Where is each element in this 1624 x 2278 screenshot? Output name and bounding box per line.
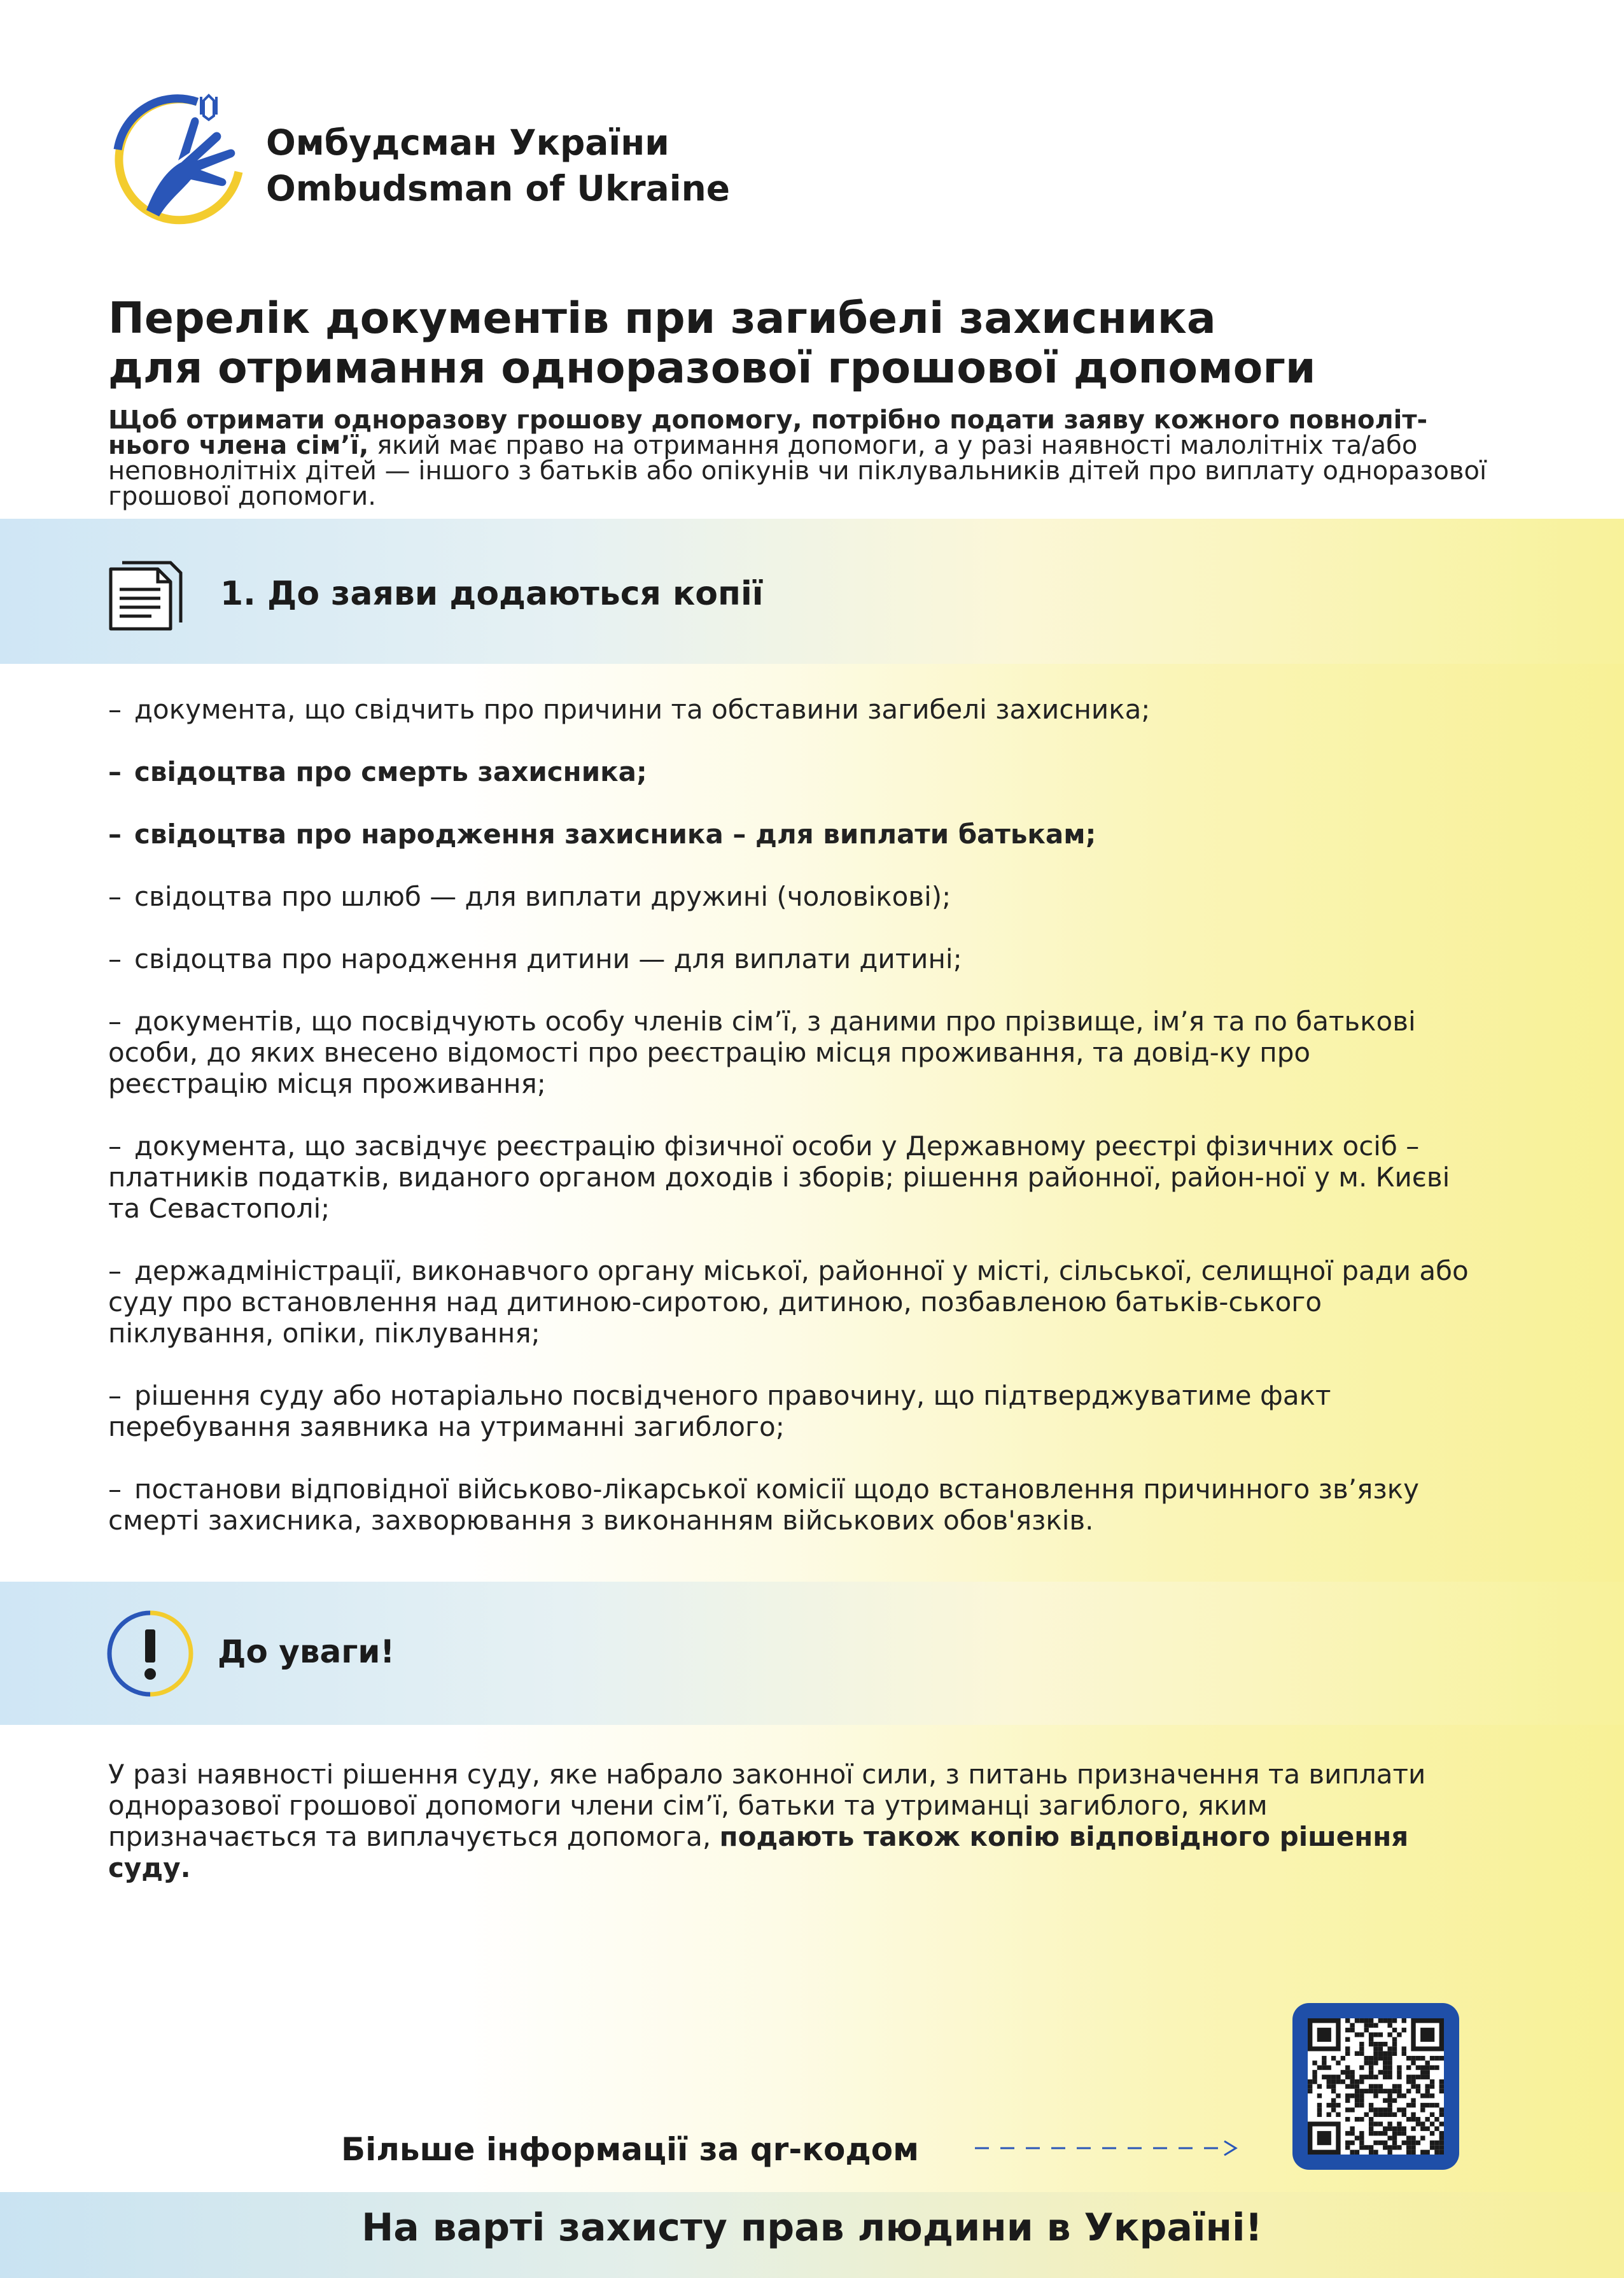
list-item-text: постанови відповідної військово-лікарської комісії щодо встановлення причинного зв’язку смерті захисника, захворювання з виконанням військових обов'язків. xyxy=(108,1473,1419,1536)
list-dash: – xyxy=(108,1380,122,1411)
list-item xyxy=(108,1130,1476,1224)
list-dash: – xyxy=(108,1006,122,1037)
list-item xyxy=(108,1473,1476,1536)
attention-title: До уваги! xyxy=(218,1633,395,1670)
logo-name-en: Ombudsman of Ukraine xyxy=(266,168,731,209)
list-item-text: держадміністрації, виконавчого органу міської, районної у місті, сільської, селищної ради або суду про встановлення над дитиною-сиротою, дитиною, позбавленою батьків-ського піклування, опіки, піклування; xyxy=(108,1255,1469,1349)
list-item xyxy=(108,1006,1476,1099)
list-item-text: рішення суду або нотаріально посвідченого правочину, що підтверджуватиме факт перебування заявника на утриманні загиблого; xyxy=(108,1380,1331,1442)
list-item-text: свідоцтва про смерть захисника; xyxy=(134,756,647,787)
list-dash: – xyxy=(108,694,122,725)
logo-name-uk: Омбудсман України xyxy=(266,122,669,163)
qr-code-icon xyxy=(1308,2018,1444,2155)
list-item-text: документа, що свідчить про причини та обставини загибелі захисника; xyxy=(134,694,1151,725)
more-info-text: Більше інформації за qr-кодом xyxy=(341,2131,919,2168)
list-dash: – xyxy=(108,1130,122,1162)
intro-normal: який має право на отримання допомоги, а у разі наявності малолітніх та/або неповнолітніх дітей — іншого з батьків або опікунів чи піклувальників дітей про виплату одноразової грошової допомоги. xyxy=(108,431,1487,511)
list-item xyxy=(108,1255,1476,1349)
slogan: На варті захисту прав людини в Україні! xyxy=(361,2205,1263,2250)
page-title xyxy=(108,294,1540,393)
logo-text xyxy=(266,120,730,211)
list-item-text: свідоцтва про народження дитини — для виплати дитині; xyxy=(134,943,962,974)
exclamation-icon xyxy=(107,1610,193,1697)
list-item xyxy=(108,1380,1476,1442)
attention-paragraph xyxy=(108,1759,1432,1883)
list-item-text: свідоцтва про народження захисника – для виплати батькам; xyxy=(134,819,1096,850)
list-item-text: документа, що засвідчує реєстрацію фізичної особи у Державному реєстрі фізичних осіб – платників податків, виданого органом доходів і зборів; рішення районної, район-ної у м. Києві та Севастополі; xyxy=(108,1130,1450,1224)
hand-trident-logo-icon xyxy=(108,89,248,236)
list-item-text: документів, що посвідчують особу членів сім’ї, з даними про прізвище, ім’я та по батькові особи, до яких внесено відомості про реєстрацію місця проживання, та довід-ку про реєстрацію місця проживання; xyxy=(108,1006,1416,1099)
list-dash: – xyxy=(108,1473,122,1505)
list-item xyxy=(108,943,1476,974)
page-title-line2: для отримання одноразової грошової допомоги xyxy=(108,343,1316,393)
list-dash: – xyxy=(108,756,122,787)
list-item xyxy=(108,881,1476,912)
list-dash: – xyxy=(108,819,122,850)
intro-bold: Щоб отримати одноразову грошову допомогу, потрібно подати заяву кожного повноліт- нього члена сім’ї, xyxy=(108,405,1428,460)
attention-text-normal: У разі наявності рішення суду, яке набрало законної сили, з питань призначення та виплати одноразової грошової допомоги члени сім’ї, батьки та утриманці загиблого, яким призначається та виплачується допомога, xyxy=(108,1759,1426,1852)
intro-paragraph xyxy=(108,407,1489,509)
qr-code-button[interactable] xyxy=(1292,2003,1459,2170)
list-dash: – xyxy=(108,1255,122,1286)
document-copies-icon xyxy=(107,559,185,632)
documents-list xyxy=(108,694,1476,1567)
list-item-text: свідоцтва про шлюб — для виплати дружині (чоловікові); xyxy=(134,881,951,912)
list-item xyxy=(108,694,1476,725)
dashed-arrow-icon xyxy=(975,2139,1242,2158)
page-title-line1: Перелік документів при загибелі захисника xyxy=(108,293,1216,344)
list-item xyxy=(108,819,1476,850)
section1-title: 1. До заяви додаються копії xyxy=(220,575,764,613)
list-dash: – xyxy=(108,943,122,974)
list-item xyxy=(108,756,1476,787)
attention-text-bold: подають також копію відповідного рішення суду. xyxy=(108,1821,1409,1883)
list-dash: – xyxy=(108,881,122,912)
